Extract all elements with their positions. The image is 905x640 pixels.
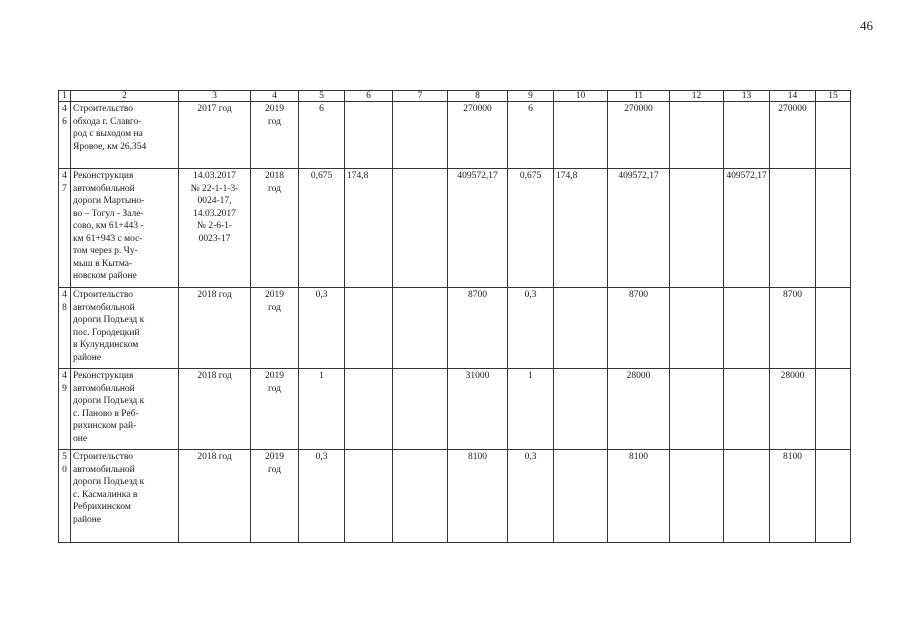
cell-col-12 (670, 169, 724, 288)
table-row (59, 102, 851, 169)
document-date: 2018 год (179, 369, 251, 450)
column-header: 7 (393, 91, 448, 102)
cell-col-15 (816, 102, 851, 169)
planned-bridge-length: 174,8 (554, 169, 608, 288)
column-header: 3 (179, 91, 251, 102)
object-name: Строительство автомобильной дороги Подъезд к с. Касмалинка в Ребрихинском районе (71, 450, 179, 543)
completion-year: 2019 год (251, 369, 299, 450)
planned-length-km: 6 (508, 102, 554, 169)
cell-col-12 (670, 102, 724, 169)
column-header: 4 (251, 91, 299, 102)
cell-col-7 (393, 102, 448, 169)
table-row (59, 369, 851, 450)
column-header: 2 (71, 91, 179, 102)
document-date: 2017 год (179, 102, 251, 169)
column-header: 14 (770, 91, 816, 102)
column-header: 9 (508, 91, 554, 102)
page-number: 46 (860, 18, 873, 33)
total-financing: 8700 (608, 288, 670, 369)
completion-year: 2018 год (251, 169, 299, 288)
financing-col-13 (724, 288, 770, 369)
completion-year: 2019 год (251, 450, 299, 543)
estimated-cost: 31000 (448, 369, 508, 450)
object-name: Строительство автомобильной дороги Подъезд к пос. Городецкий в Кулундинском районе (71, 288, 179, 369)
column-header: 1 (59, 91, 71, 102)
total-financing: 409572,17 (608, 169, 670, 288)
total-financing: 270000 (608, 102, 670, 169)
financing-col-13 (724, 102, 770, 169)
estimated-cost: 409572,17 (448, 169, 508, 288)
planned-bridge-length (554, 102, 608, 169)
total-financing: 8100 (608, 450, 670, 543)
estimated-cost: 8700 (448, 288, 508, 369)
column-header: 13 (724, 91, 770, 102)
column-header: 6 (345, 91, 393, 102)
roads-table (58, 90, 851, 543)
estimated-cost: 270000 (448, 102, 508, 169)
estimated-cost: 8100 (448, 450, 508, 543)
planned-length-km: 0,675 (508, 169, 554, 288)
document-date: 14.03.2017 № 22-1-1-3- 0024-17, 14.03.2017 № 2-6-1- 0023-17 (179, 169, 251, 288)
length-km: 0,3 (299, 288, 345, 369)
planned-length-km: 0,3 (508, 450, 554, 543)
length-km: 6 (299, 102, 345, 169)
document-date: 2018 год (179, 450, 251, 543)
object-name: Реконструкция автомобильной дороги Подъезд к с. Паново в Реб- рихинском рай- оне (71, 369, 179, 450)
column-header: 12 (670, 91, 724, 102)
cell-col-7 (393, 288, 448, 369)
bridge-length: 174,8 (345, 169, 393, 288)
table-row (59, 288, 851, 369)
column-header: 15 (816, 91, 851, 102)
cell-col-15 (816, 450, 851, 543)
planned-bridge-length (554, 369, 608, 450)
length-km: 0,3 (299, 450, 345, 543)
planned-bridge-length (554, 450, 608, 543)
row-number: 50 (59, 450, 71, 543)
planned-length-km: 1 (508, 369, 554, 450)
bridge-length (345, 369, 393, 450)
bridge-length (345, 450, 393, 543)
cell-col-7 (393, 450, 448, 543)
cell-col-12 (670, 288, 724, 369)
length-km: 0,675 (299, 169, 345, 288)
bridge-length (345, 288, 393, 369)
row-number: 46 (59, 102, 71, 169)
row-number: 47 (59, 169, 71, 288)
financing-col-13: 409572,17 (724, 169, 770, 288)
total-financing: 28000 (608, 369, 670, 450)
cell-col-15 (816, 369, 851, 450)
column-header: 10 (554, 91, 608, 102)
planned-bridge-length (554, 288, 608, 369)
document-date: 2018 год (179, 288, 251, 369)
object-name: Реконструкция автомобильной дороги Мартыно- во – Тогул - Зале- сово, км 61+443 - км 61+943 с мос- том через р. Чу- мыш в Кытма- новском районе (71, 169, 179, 288)
planned-length-km: 0,3 (508, 288, 554, 369)
table-row (59, 450, 851, 543)
cell-col-12 (670, 450, 724, 543)
column-header: 8 (448, 91, 508, 102)
financing-col-14: 28000 (770, 369, 816, 450)
cell-col-12 (670, 369, 724, 450)
financing-col-14: 8700 (770, 288, 816, 369)
cell-col-15 (816, 288, 851, 369)
financing-col-14 (770, 169, 816, 288)
cell-col-7 (393, 169, 448, 288)
financing-col-13 (724, 450, 770, 543)
completion-year: 2019 год (251, 288, 299, 369)
length-km: 1 (299, 369, 345, 450)
bridge-length (345, 102, 393, 169)
financing-col-14: 8100 (770, 450, 816, 543)
financing-col-14: 270000 (770, 102, 816, 169)
row-number: 48 (59, 288, 71, 369)
cell-col-15 (816, 169, 851, 288)
cell-col-7 (393, 369, 448, 450)
column-header: 5 (299, 91, 345, 102)
table-row (59, 169, 851, 288)
row-number: 49 (59, 369, 71, 450)
object-name: Строительство обхода г. Славго- род с выходом на Яровое, км 26,354 (71, 102, 179, 169)
column-header: 11 (608, 91, 670, 102)
financing-col-13 (724, 369, 770, 450)
completion-year: 2019 год (251, 102, 299, 169)
header-row (59, 91, 851, 102)
